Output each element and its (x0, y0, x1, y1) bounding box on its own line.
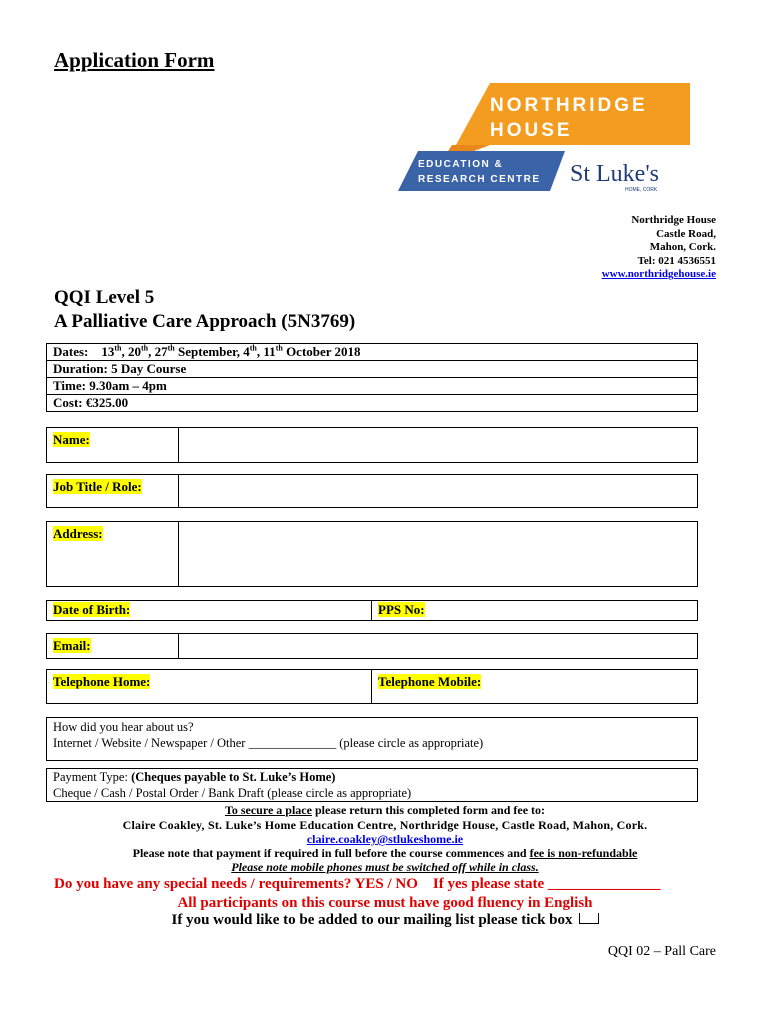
website-link[interactable]: www.northridgehouse.ie (601, 268, 716, 280)
address-field-row (46, 521, 698, 587)
hear-options[interactable]: Internet / Website / Newspaper / Other ______________ (please circle as appropriate) (53, 736, 484, 750)
payment-note: (Cheques payable to St. Luke’s Home) (131, 770, 336, 784)
logo-blue-band (398, 151, 565, 191)
logo-line4: RESEARCH CENTRE (418, 174, 541, 185)
telephone-row (46, 669, 698, 704)
mobile-phone-notice: Please note mobile phones must be switched off while in class. (231, 860, 539, 874)
telephone-home-label: Telephone Home: (53, 674, 151, 689)
logo-brand-sub: HOME, CORK (625, 187, 658, 193)
mailing-list-text: If you would like to be added to our mailing list please tick box (171, 912, 573, 928)
email-field-row (46, 633, 698, 659)
telephone-home-input[interactable] (47, 670, 372, 703)
address-input[interactable] (179, 522, 697, 586)
northridge-house-logo (390, 83, 690, 208)
mailing-list-checkbox[interactable] (579, 913, 599, 924)
payment-notice: Please note that payment if required in full before the course commences and fee is non-refundable (132, 846, 638, 860)
mailing-list-row (0, 912, 770, 929)
hear-about-us-box (46, 717, 698, 761)
dob-label: Date of Birth: (53, 602, 131, 617)
course-heading (54, 286, 355, 334)
logo-accent (448, 145, 490, 151)
course-dates: Dates: 13th, 20th, 27th September, 4th, 11th October 2018 (47, 344, 697, 361)
job-field-row (46, 474, 698, 508)
fluency-notice: All participants on this course must have good fluency in English (177, 895, 593, 911)
special-needs-question: Do you have any special needs / requirements? YES / NO If yes please state _______________ (54, 876, 661, 892)
course-time: Time: 9.30am – 4pm (47, 378, 697, 395)
course-name: A Palliative Care Approach (5N3769) (54, 311, 356, 332)
course-level: QQI Level 5 (54, 287, 155, 308)
page-title: Application Form (54, 48, 215, 72)
payment-box (46, 768, 698, 802)
return-instructions: To secure a place please return this completed form and fee to: (224, 803, 546, 817)
address-label: Address: (53, 526, 103, 541)
email-label: Email: (53, 638, 91, 653)
logo-line3: EDUCATION & (418, 159, 504, 170)
email-input[interactable] (179, 634, 697, 658)
pps-label: PPS No: (378, 602, 425, 617)
name-field-row (46, 427, 698, 463)
address-line1: Northridge House (631, 214, 716, 226)
address-line2: Castle Road, (656, 227, 716, 240)
address-tel: Tel: 021 4536551 (637, 254, 716, 267)
contact-address (602, 214, 716, 282)
name-input[interactable] (179, 428, 697, 462)
dob-input[interactable] (47, 601, 372, 620)
course-cost: Cost: €325.00 (53, 395, 129, 410)
logo-line2: HOUSE (490, 120, 573, 141)
contact-email-link[interactable]: claire.coakley@stlukeshome.ie (306, 832, 464, 846)
name-label: Name: (53, 432, 90, 447)
return-contact: Claire Coakley, St. Luke’s Home Education Centre, Northridge House, Castle Road, Mahon, Cork. (122, 818, 648, 832)
job-label: Job Title / Role: (53, 479, 142, 494)
telephone-mobile-input[interactable] (372, 670, 697, 703)
secure-place: To secure a place (224, 803, 312, 817)
logo-graphic (390, 83, 690, 208)
course-duration: Duration: 5 Day Course (47, 361, 697, 378)
course-info-box (46, 343, 698, 412)
logo-line1: NORTHRIDGE (490, 95, 648, 116)
payment-options[interactable]: Cheque / Cash / Postal Order / Bank Draft (please circle as appropriate) (53, 786, 412, 800)
pps-input[interactable] (372, 601, 697, 620)
dob-pps-row (46, 600, 698, 621)
address-line3: Mahon, Cork. (649, 241, 716, 253)
job-input[interactable] (179, 475, 697, 507)
form-code: QQI 02 – Pall Care (607, 944, 716, 959)
logo-brand: St Luke's (570, 161, 659, 187)
telephone-mobile-label: Telephone Mobile: (378, 674, 482, 689)
hear-question: How did you hear about us? (53, 720, 194, 734)
payment-label: Payment Type: (53, 770, 128, 784)
